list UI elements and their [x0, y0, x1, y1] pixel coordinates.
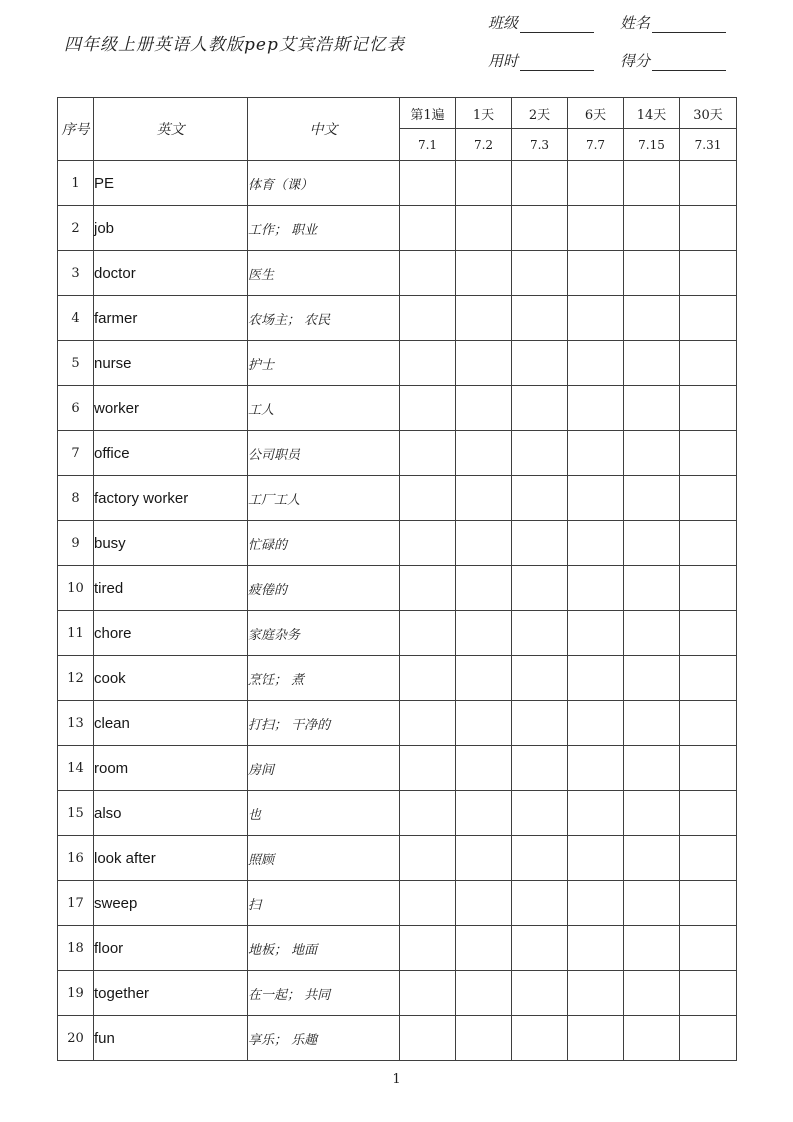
- review-check-cell: [456, 431, 512, 476]
- row-chinese: 工人: [248, 386, 400, 431]
- row-chinese: 公司职员: [248, 431, 400, 476]
- review-interval-header-4: 14天: [624, 98, 680, 129]
- review-interval-header-2: 2天: [512, 98, 568, 129]
- review-check-cell: [456, 881, 512, 926]
- name-field-label: 姓名: [620, 14, 651, 32]
- review-check-cell: [456, 251, 512, 296]
- row-number: 13: [58, 701, 94, 746]
- review-check-cell: [624, 296, 680, 341]
- row-english: look after: [94, 836, 248, 881]
- review-check-cell: [624, 341, 680, 386]
- review-check-cell: [624, 926, 680, 971]
- review-check-cell: [456, 161, 512, 206]
- row-english: room: [94, 746, 248, 791]
- row-english: together: [94, 971, 248, 1016]
- table-row: [58, 971, 737, 1016]
- vocab-tbody: [58, 161, 737, 1061]
- review-interval-header-0: 第1遍: [400, 98, 456, 129]
- review-check-cell: [680, 1016, 737, 1061]
- review-check-cell: [512, 1016, 568, 1061]
- row-number: 5: [58, 341, 94, 386]
- class-field-blank: [520, 16, 594, 33]
- review-check-cell: [400, 476, 456, 521]
- row-chinese: 工作； 职业: [248, 206, 400, 251]
- review-check-cell: [624, 386, 680, 431]
- review-check-cell: [568, 251, 624, 296]
- row-english: floor: [94, 926, 248, 971]
- row-english: chore: [94, 611, 248, 656]
- row-english: doctor: [94, 251, 248, 296]
- review-check-cell: [400, 611, 456, 656]
- page-number: 1: [392, 1072, 401, 1087]
- table-row: [58, 1016, 737, 1061]
- review-check-cell: [680, 926, 737, 971]
- row-english: job: [94, 206, 248, 251]
- table-row: [58, 611, 737, 656]
- row-number: 1: [58, 161, 94, 206]
- row-chinese: 家庭杂务: [248, 611, 400, 656]
- class-field: [488, 12, 594, 33]
- row-chinese: 也: [248, 791, 400, 836]
- review-check-cell: [680, 206, 737, 251]
- review-check-cell: [456, 1016, 512, 1061]
- header-chinese: 中文: [248, 98, 400, 161]
- row-english: tired: [94, 566, 248, 611]
- review-check-cell: [512, 971, 568, 1016]
- row-chinese: 扫: [248, 881, 400, 926]
- row-chinese: 地板； 地面: [248, 926, 400, 971]
- review-check-cell: [456, 476, 512, 521]
- review-check-cell: [400, 161, 456, 206]
- row-number: 19: [58, 971, 94, 1016]
- review-check-cell: [512, 611, 568, 656]
- score-field-blank: [652, 54, 726, 71]
- row-chinese: 体育（课）: [248, 161, 400, 206]
- review-check-cell: [400, 296, 456, 341]
- review-check-cell: [512, 701, 568, 746]
- review-check-cell: [400, 836, 456, 881]
- row-english: farmer: [94, 296, 248, 341]
- row-chinese: 工厂工人: [248, 476, 400, 521]
- review-check-cell: [680, 161, 737, 206]
- review-check-cell: [568, 431, 624, 476]
- review-check-cell: [680, 971, 737, 1016]
- row-english: busy: [94, 521, 248, 566]
- review-check-cell: [512, 476, 568, 521]
- table-row: [58, 476, 737, 521]
- review-check-cell: [400, 746, 456, 791]
- review-check-cell: [568, 521, 624, 566]
- table-row: [58, 656, 737, 701]
- review-check-cell: [400, 566, 456, 611]
- row-english: office: [94, 431, 248, 476]
- review-check-cell: [512, 836, 568, 881]
- table-row: [58, 341, 737, 386]
- review-check-cell: [456, 386, 512, 431]
- review-check-cell: [568, 161, 624, 206]
- review-check-cell: [624, 206, 680, 251]
- table-row: [58, 521, 737, 566]
- row-number: 10: [58, 566, 94, 611]
- table-row: [58, 746, 737, 791]
- row-number: 3: [58, 251, 94, 296]
- table-row: [58, 926, 737, 971]
- review-check-cell: [568, 926, 624, 971]
- review-check-cell: [680, 566, 737, 611]
- review-check-cell: [512, 656, 568, 701]
- review-check-cell: [568, 1016, 624, 1061]
- table-row: [58, 206, 737, 251]
- review-date-cell-0: 7.1: [400, 129, 456, 161]
- review-check-cell: [680, 836, 737, 881]
- header-index: 序号: [58, 98, 94, 161]
- review-check-cell: [400, 701, 456, 746]
- review-check-cell: [400, 1016, 456, 1061]
- row-number: 16: [58, 836, 94, 881]
- review-date-cell-4: 7.15: [624, 129, 680, 161]
- review-check-cell: [568, 971, 624, 1016]
- review-check-cell: [680, 476, 737, 521]
- review-date-cell-5: 7.31: [680, 129, 737, 161]
- review-check-cell: [512, 251, 568, 296]
- name-field-blank: [652, 16, 726, 33]
- review-check-cell: [456, 656, 512, 701]
- review-date-cell-1: 7.2: [456, 129, 512, 161]
- row-number: 4: [58, 296, 94, 341]
- review-check-cell: [400, 881, 456, 926]
- review-check-cell: [512, 926, 568, 971]
- row-number: 18: [58, 926, 94, 971]
- review-check-cell: [400, 521, 456, 566]
- review-check-cell: [680, 341, 737, 386]
- row-english: worker: [94, 386, 248, 431]
- table-row: [58, 386, 737, 431]
- review-check-cell: [400, 791, 456, 836]
- review-check-cell: [568, 656, 624, 701]
- row-number: 9: [58, 521, 94, 566]
- review-check-cell: [624, 701, 680, 746]
- header-english: 英文: [94, 98, 248, 161]
- review-check-cell: [568, 566, 624, 611]
- review-check-cell: [680, 656, 737, 701]
- table-row: [58, 431, 737, 476]
- review-check-cell: [456, 746, 512, 791]
- review-check-cell: [680, 611, 737, 656]
- row-chinese: 忙碌的: [248, 521, 400, 566]
- review-interval-header-3: 6天: [568, 98, 624, 129]
- review-check-cell: [624, 971, 680, 1016]
- review-check-cell: [456, 206, 512, 251]
- row-chinese: 医生: [248, 251, 400, 296]
- table-row: [58, 791, 737, 836]
- review-check-cell: [568, 296, 624, 341]
- student-info-fields: [488, 12, 748, 88]
- review-check-cell: [512, 341, 568, 386]
- review-date-cell-2: 7.3: [512, 129, 568, 161]
- review-check-cell: [624, 791, 680, 836]
- review-check-cell: [400, 431, 456, 476]
- review-check-cell: [512, 386, 568, 431]
- review-check-cell: [400, 341, 456, 386]
- review-check-cell: [512, 566, 568, 611]
- review-check-cell: [568, 341, 624, 386]
- table-row: [58, 296, 737, 341]
- document-title: 四年级上册英语人教版pep艾宾浩斯记忆表: [64, 35, 405, 55]
- review-check-cell: [680, 251, 737, 296]
- row-chinese: 烹饪； 煮: [248, 656, 400, 701]
- score-field: [620, 50, 726, 71]
- review-check-cell: [568, 746, 624, 791]
- time-field: [488, 50, 594, 71]
- header-row-labels: [58, 98, 737, 129]
- review-check-cell: [512, 746, 568, 791]
- review-check-cell: [512, 791, 568, 836]
- review-check-cell: [400, 971, 456, 1016]
- row-english: PE: [94, 161, 248, 206]
- row-number: 15: [58, 791, 94, 836]
- review-check-cell: [680, 791, 737, 836]
- review-check-cell: [568, 881, 624, 926]
- row-number: 20: [58, 1016, 94, 1061]
- table-row: [58, 836, 737, 881]
- row-english: clean: [94, 701, 248, 746]
- review-check-cell: [568, 206, 624, 251]
- review-check-cell: [624, 611, 680, 656]
- class-field-label: 班级: [488, 14, 519, 32]
- review-check-cell: [456, 701, 512, 746]
- review-check-cell: [512, 521, 568, 566]
- review-check-cell: [624, 656, 680, 701]
- review-check-cell: [456, 791, 512, 836]
- review-check-cell: [624, 881, 680, 926]
- review-check-cell: [568, 701, 624, 746]
- review-check-cell: [624, 251, 680, 296]
- review-check-cell: [568, 476, 624, 521]
- table-row: [58, 881, 737, 926]
- row-english: fun: [94, 1016, 248, 1061]
- review-check-cell: [456, 341, 512, 386]
- row-english: nurse: [94, 341, 248, 386]
- row-chinese: 打扫； 干净的: [248, 701, 400, 746]
- review-check-cell: [456, 521, 512, 566]
- name-field: [620, 12, 726, 33]
- score-field-label: 得分: [620, 52, 651, 70]
- review-check-cell: [680, 746, 737, 791]
- review-check-cell: [680, 386, 737, 431]
- review-check-cell: [624, 836, 680, 881]
- review-interval-header-5: 30天: [680, 98, 737, 129]
- row-number: 8: [58, 476, 94, 521]
- review-check-cell: [624, 431, 680, 476]
- review-check-cell: [400, 251, 456, 296]
- review-check-cell: [456, 566, 512, 611]
- table-row: [58, 701, 737, 746]
- review-check-cell: [568, 611, 624, 656]
- review-check-cell: [456, 296, 512, 341]
- fields-row-1: [488, 12, 748, 33]
- review-check-cell: [512, 431, 568, 476]
- row-chinese: 农场主； 农民: [248, 296, 400, 341]
- row-chinese: 护士: [248, 341, 400, 386]
- time-field-blank: [520, 54, 594, 71]
- review-check-cell: [624, 1016, 680, 1061]
- review-check-cell: [512, 206, 568, 251]
- review-check-cell: [512, 296, 568, 341]
- row-number: 2: [58, 206, 94, 251]
- row-chinese: 疲倦的: [248, 566, 400, 611]
- review-check-cell: [400, 926, 456, 971]
- review-check-cell: [456, 971, 512, 1016]
- review-check-cell: [624, 521, 680, 566]
- row-number: 14: [58, 746, 94, 791]
- review-check-cell: [568, 836, 624, 881]
- row-english: also: [94, 791, 248, 836]
- review-check-cell: [456, 611, 512, 656]
- row-number: 11: [58, 611, 94, 656]
- row-english: factory worker: [94, 476, 248, 521]
- review-check-cell: [512, 881, 568, 926]
- review-interval-header-1: 1天: [456, 98, 512, 129]
- vocab-table: [57, 97, 737, 1061]
- review-check-cell: [680, 701, 737, 746]
- review-check-cell: [400, 206, 456, 251]
- review-check-cell: [624, 566, 680, 611]
- row-english: sweep: [94, 881, 248, 926]
- row-chinese: 享乐； 乐趣: [248, 1016, 400, 1061]
- review-check-cell: [680, 521, 737, 566]
- review-check-cell: [456, 926, 512, 971]
- row-english: cook: [94, 656, 248, 701]
- review-check-cell: [624, 476, 680, 521]
- row-chinese: 在一起； 共同: [248, 971, 400, 1016]
- table-row: [58, 161, 737, 206]
- row-chinese: 房间: [248, 746, 400, 791]
- row-chinese: 照顾: [248, 836, 400, 881]
- row-number: 17: [58, 881, 94, 926]
- review-check-cell: [680, 296, 737, 341]
- review-check-cell: [568, 791, 624, 836]
- row-number: 12: [58, 656, 94, 701]
- review-check-cell: [680, 881, 737, 926]
- review-check-cell: [400, 386, 456, 431]
- review-check-cell: [624, 161, 680, 206]
- vocab-table-header: [58, 98, 737, 161]
- row-number: 7: [58, 431, 94, 476]
- review-check-cell: [624, 746, 680, 791]
- table-row: [58, 251, 737, 296]
- time-field-label: 用时: [488, 52, 519, 70]
- review-date-cell-3: 7.7: [568, 129, 624, 161]
- review-check-cell: [680, 431, 737, 476]
- review-check-cell: [400, 656, 456, 701]
- row-number: 6: [58, 386, 94, 431]
- fields-row-2: [488, 50, 748, 71]
- review-check-cell: [512, 161, 568, 206]
- review-check-cell: [568, 386, 624, 431]
- review-check-cell: [456, 836, 512, 881]
- table-row: [58, 566, 737, 611]
